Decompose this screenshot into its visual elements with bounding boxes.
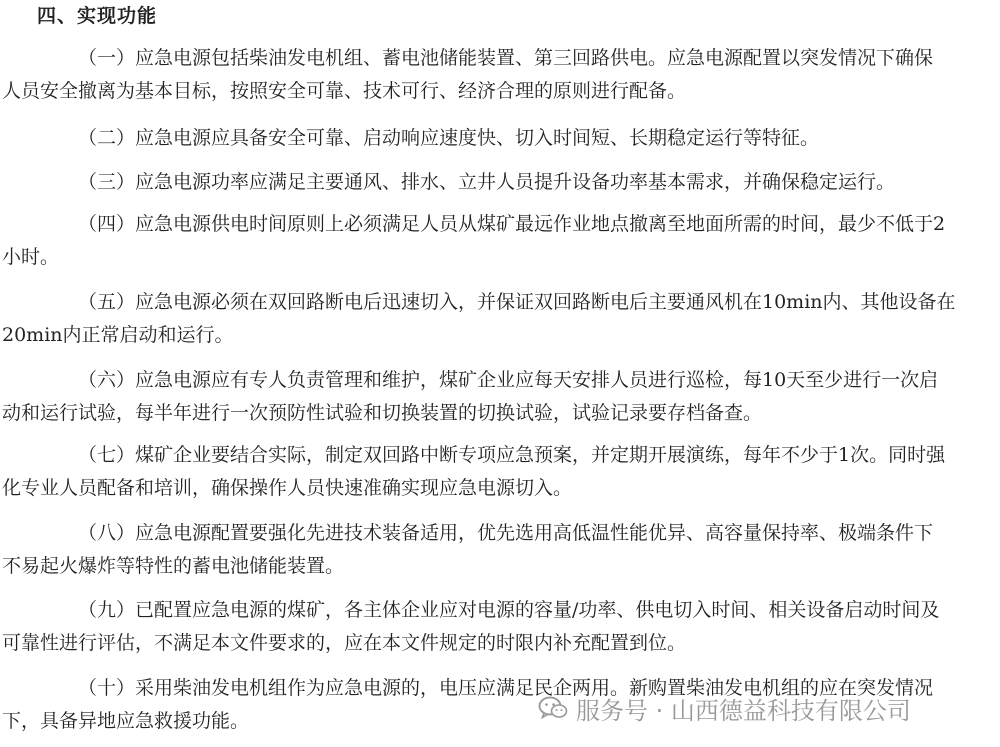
- paragraph-4: [0, 208, 1000, 274]
- paragraph-5: [0, 286, 1000, 352]
- paragraph-line: 可靠性进行评估，不满足本文件要求的，应在本文件规定的时限内补充配置到位。: [2, 632, 687, 654]
- paragraph-7: [0, 439, 1000, 505]
- paragraph-line: （九）已配置应急电源的煤矿，各主体企业应对电源的容量/功率、供电切入时间、相关设备启动时间及: [78, 599, 940, 621]
- paragraph-line: 不易起火爆炸等特性的蓄电池储能装置。: [2, 555, 345, 577]
- paragraph-line: （八）应急电源配置要强化先进技术装备适用，优先选用高低温性能优异、高容量保持率、极端条件下: [78, 522, 934, 544]
- paragraph-line: （三）应急电源功率应满足主要通风、排水、立井人员提升设备功率基本需求，并确保稳定运行。: [78, 171, 896, 193]
- paragraph-line: （六）应急电源应有专人负责管理和维护，煤矿企业应每天安排人员进行巡检，每10天至少进行一次启: [78, 369, 939, 391]
- paragraph-1: [0, 42, 1000, 108]
- paragraph-2: [0, 122, 1000, 155]
- paragraph-line: 下，具备异地应急救援功能。: [2, 710, 250, 732]
- paragraph-line: 20min内正常启动和运行。: [2, 324, 234, 346]
- watermark: [538, 690, 911, 726]
- paragraph-6: [0, 364, 1000, 430]
- paragraph-9: [0, 594, 1000, 660]
- wechat-icon: [538, 695, 568, 721]
- paragraph-line: 动和运行试验，每半年进行一次预防性试验和切换装置的切换试验，试验记录要存档备查。: [2, 402, 763, 424]
- paragraph-line: （五）应急电源必须在双回路断电后迅速切入，并保证双回路断电后主要通风机在10min内、其他设备在: [78, 291, 956, 313]
- paragraph-line: 人员安全撤离为基本目标，按照安全可靠、技术可行、经济合理的原则进行配备。: [2, 80, 687, 102]
- paragraph-line: （四）应急电源供电时间原则上必须满足人员从煤矿最远作业地点撤离至地面所需的时间，最少不低于2: [78, 213, 946, 235]
- section-heading: 四、实现功能: [37, 5, 158, 27]
- paragraph-line: 小时。: [2, 246, 60, 268]
- paragraph-line: （一）应急电源包括柴油发电机组、蓄电池储能装置、第三回路供电。应急电源配置以突发情况下确保: [78, 47, 934, 69]
- paragraph-3: [0, 166, 1000, 199]
- paragraph-line: （七）煤矿企业要结合实际，制定双回路中断专项应急预案，并定期开展演练，每年不少于1次。同时强: [78, 444, 946, 466]
- paragraph-line: （十）采用柴油发电机组作为应急电源的，电压应满足民企两用。新购置柴油发电机组的应在突发情况: [78, 677, 934, 699]
- watermark-text: 服务号 · 山西德益科技有限公司: [576, 696, 911, 725]
- paragraph-8: [0, 517, 1000, 583]
- paragraph-line: 化专业人员配备和培训，确保操作人员快速准确实现应急电源切入。: [2, 477, 573, 499]
- paragraph-line: （二）应急电源应具备安全可靠、启动响应速度快、切入时间短、长期稳定运行等特征。: [78, 127, 820, 149]
